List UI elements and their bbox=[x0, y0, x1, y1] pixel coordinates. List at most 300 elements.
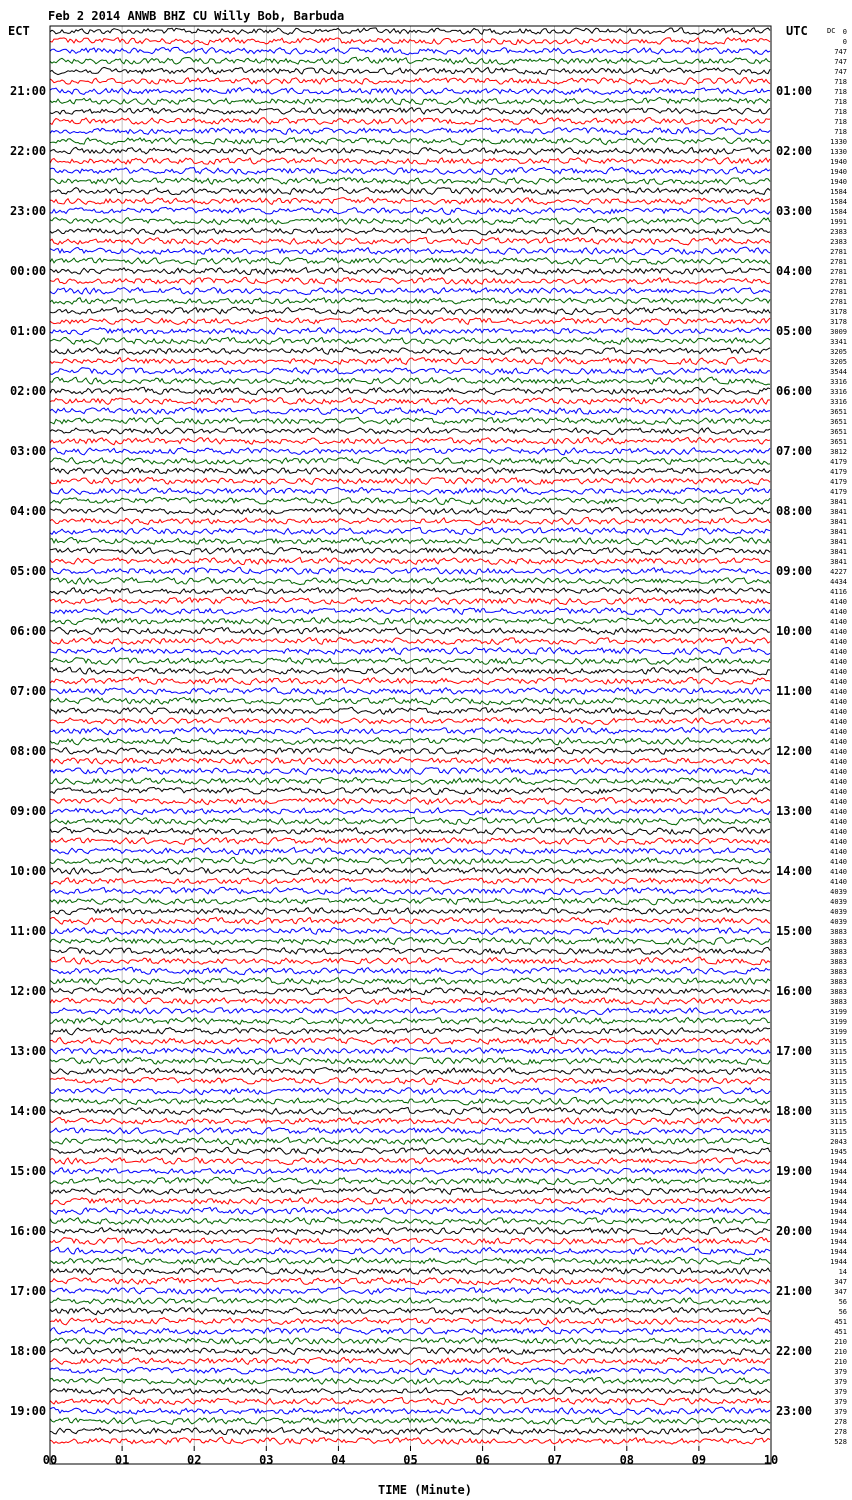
dc-offset-label: 718 bbox=[834, 118, 847, 126]
dc-offset-label: 1940 bbox=[830, 178, 847, 186]
dc-offset-label: 3115 bbox=[830, 1128, 847, 1136]
left-hour-label: 12:00 bbox=[10, 984, 47, 998]
left-hour-label: 19:00 bbox=[10, 1404, 47, 1418]
left-hour-label: 17:00 bbox=[10, 1284, 47, 1298]
seismic-trace bbox=[50, 1168, 770, 1175]
seismic-trace bbox=[50, 67, 770, 74]
seismic-trace bbox=[50, 128, 770, 135]
seismic-trace bbox=[50, 488, 770, 495]
dc-offset-label: 3115 bbox=[830, 1098, 847, 1106]
dc-offset-label: 4140 bbox=[830, 638, 847, 646]
seismic-trace bbox=[50, 1418, 770, 1425]
left-axis-label: ECT bbox=[8, 24, 30, 38]
left-hour-label: 09:00 bbox=[10, 804, 47, 818]
right-hour-label: 01:00 bbox=[776, 84, 813, 98]
dc-offset-label: 278 bbox=[834, 1418, 847, 1426]
right-hour-label: 20:00 bbox=[776, 1224, 813, 1238]
left-hour-label: 14:00 bbox=[10, 1104, 47, 1118]
seismic-trace bbox=[50, 1058, 770, 1065]
x-tick-label: 03 bbox=[259, 1453, 274, 1467]
seismic-trace bbox=[50, 88, 770, 95]
seismic-trace bbox=[50, 267, 770, 274]
right-hour-label: 23:00 bbox=[776, 1404, 813, 1418]
seismic-trace bbox=[50, 697, 770, 704]
seismic-trace bbox=[50, 468, 770, 475]
dc-offset-label: 718 bbox=[834, 88, 847, 96]
seismic-trace bbox=[50, 118, 770, 125]
dc-offset-label: 747 bbox=[834, 68, 847, 76]
right-hour-label: 14:00 bbox=[776, 864, 813, 878]
dc-offset-label: 3883 bbox=[830, 948, 847, 956]
seismic-trace bbox=[50, 1348, 770, 1355]
seismic-trace bbox=[50, 478, 770, 485]
right-hour-label: 03:00 bbox=[776, 204, 813, 218]
x-tick-label: 00 bbox=[42, 1453, 58, 1467]
dc-offset-label: 4140 bbox=[830, 728, 847, 736]
dc-offset-label: 2781 bbox=[830, 258, 847, 266]
seismic-trace bbox=[50, 1158, 770, 1165]
dc-offset-label: 1945 bbox=[830, 1148, 847, 1156]
seismic-trace bbox=[50, 307, 770, 314]
seismic-trace bbox=[50, 78, 770, 85]
dc-offset-label: 2383 bbox=[830, 228, 847, 236]
dc-offset-label: 3812 bbox=[830, 448, 847, 456]
seismic-trace bbox=[50, 1378, 770, 1385]
dc-offset-label: 1944 bbox=[830, 1168, 847, 1176]
dc-offset-label: 3651 bbox=[830, 428, 847, 436]
dc-offset-label: 3205 bbox=[830, 358, 847, 366]
left-hour-label: 18:00 bbox=[10, 1344, 47, 1358]
left-hour-label: 13:00 bbox=[10, 1044, 47, 1058]
dc-offset-label: 3115 bbox=[830, 1068, 847, 1076]
seismic-trace bbox=[50, 1398, 770, 1405]
dc-offset-label: 3883 bbox=[830, 978, 847, 986]
dc-offset-label: 718 bbox=[834, 128, 847, 136]
dc-offset-label: 347 bbox=[834, 1278, 847, 1286]
seismic-trace bbox=[50, 667, 770, 675]
seismic-trace bbox=[50, 718, 770, 725]
dc-offset-label: 4140 bbox=[830, 648, 847, 656]
seismic-trace bbox=[50, 288, 770, 295]
dc-offset-label: 1944 bbox=[830, 1178, 847, 1186]
dc-offset-label: 3883 bbox=[830, 998, 847, 1006]
seismic-trace bbox=[50, 818, 770, 825]
seismic-trace bbox=[50, 1257, 770, 1264]
seismic-trace bbox=[50, 1298, 770, 1305]
dc-offset-label: 379 bbox=[834, 1388, 847, 1396]
seismic-trace bbox=[50, 887, 770, 894]
seismic-trace bbox=[50, 1097, 770, 1104]
seismic-trace bbox=[50, 938, 770, 945]
dc-offset-label: 3841 bbox=[830, 508, 847, 516]
dc-offset-label: 379 bbox=[834, 1408, 847, 1416]
right-hour-label: 06:00 bbox=[776, 384, 813, 398]
seismic-trace bbox=[50, 1038, 770, 1045]
dc-offset-label: 718 bbox=[834, 98, 847, 106]
dc-offset-label: 4140 bbox=[830, 818, 847, 826]
seismic-trace bbox=[50, 1437, 770, 1444]
right-hour-label: 07:00 bbox=[776, 444, 813, 458]
dc-offset-label: 4116 bbox=[830, 588, 847, 596]
left-hour-label: 01:00 bbox=[10, 324, 47, 338]
seismic-trace bbox=[50, 348, 770, 355]
seismic-trace bbox=[50, 1137, 770, 1144]
dc-offset-label: 56 bbox=[838, 1298, 847, 1306]
dc-offset-label: 347 bbox=[834, 1288, 847, 1296]
right-hour-label: 12:00 bbox=[776, 744, 813, 758]
dc-offset-label: 3316 bbox=[830, 388, 847, 396]
dc-offset-label: 4140 bbox=[830, 778, 847, 786]
x-tick-label: 01 bbox=[114, 1453, 130, 1467]
seismic-trace bbox=[50, 728, 770, 735]
seismic-trace bbox=[50, 28, 770, 35]
dc-offset-label: 1330 bbox=[830, 148, 847, 156]
left-hour-label: 22:00 bbox=[10, 144, 47, 158]
dc-offset-label: 2043 bbox=[830, 1138, 847, 1146]
seismic-trace bbox=[50, 517, 770, 524]
seismic-trace bbox=[50, 458, 770, 465]
dc-offset-label: 1944 bbox=[830, 1238, 847, 1246]
dc-offset-label: 4179 bbox=[830, 468, 847, 476]
seismic-trace bbox=[50, 738, 770, 745]
right-hour-label: 17:00 bbox=[776, 1044, 813, 1058]
right-hour-label: 18:00 bbox=[776, 1104, 813, 1118]
seismic-trace bbox=[50, 198, 770, 205]
right-hour-label: 05:00 bbox=[776, 324, 813, 338]
dc-offset-label: 3316 bbox=[830, 398, 847, 406]
dc-offset-label: 1944 bbox=[830, 1258, 847, 1266]
dc-offset-label: 4140 bbox=[830, 698, 847, 706]
dc-offset-label: 3883 bbox=[830, 958, 847, 966]
seismic-trace bbox=[50, 1308, 770, 1315]
left-hour-label: 07:00 bbox=[10, 684, 47, 698]
dc-offset-label: 4227 bbox=[830, 568, 847, 576]
right-hour-label: 04:00 bbox=[776, 264, 813, 278]
seismic-trace bbox=[50, 597, 770, 604]
dc-offset-label: 4140 bbox=[830, 828, 847, 836]
dc-offset-label: 1330 bbox=[830, 138, 847, 146]
dc-offset-label: 4179 bbox=[830, 488, 847, 496]
seismic-trace bbox=[50, 787, 770, 794]
dc-offset-label: 1944 bbox=[830, 1228, 847, 1236]
dc-offset-label: 4140 bbox=[830, 718, 847, 726]
seismic-trace bbox=[50, 1068, 770, 1075]
seismic-trace bbox=[50, 387, 770, 394]
dc-offset-label: 210 bbox=[834, 1358, 847, 1366]
seismic-trace bbox=[50, 97, 770, 104]
dc-offset-label: 3115 bbox=[830, 1048, 847, 1056]
trace-group bbox=[50, 28, 770, 1445]
left-hour-label: 23:00 bbox=[10, 204, 47, 218]
seismic-trace bbox=[50, 207, 770, 214]
left-hour-label: 04:00 bbox=[10, 504, 47, 518]
x-tick-label: 05 bbox=[403, 1453, 418, 1467]
dc-offset-label: 1944 bbox=[830, 1188, 847, 1196]
dc-offset-label: 528 bbox=[834, 1438, 847, 1446]
dc-offset-label: 379 bbox=[834, 1398, 847, 1406]
left-hour-label: 08:00 bbox=[10, 744, 47, 758]
right-hour-label: 08:00 bbox=[776, 504, 813, 518]
seismic-trace bbox=[50, 277, 770, 284]
dc-offset-label: 4140 bbox=[830, 808, 847, 816]
dc-offset-label: 3883 bbox=[830, 968, 847, 976]
seismic-trace bbox=[50, 57, 770, 64]
right-hour-labels bbox=[776, 84, 812, 1418]
x-tick-label: 06 bbox=[475, 1453, 490, 1467]
dc-offset-label: 3178 bbox=[830, 318, 847, 326]
seismic-trace bbox=[50, 368, 770, 375]
x-tick-label: 09 bbox=[691, 1453, 707, 1467]
right-hour-label: 22:00 bbox=[776, 1344, 813, 1358]
dc-offset-label: 4039 bbox=[830, 908, 847, 916]
seismic-trace bbox=[50, 768, 770, 775]
left-hour-labels bbox=[10, 84, 46, 1418]
seismic-trace bbox=[50, 557, 770, 564]
dc-offset-label: 3841 bbox=[830, 548, 847, 556]
dc-offset-label: 3651 bbox=[830, 438, 847, 446]
seismic-trace bbox=[50, 807, 770, 814]
dc-offset-label: 4140 bbox=[830, 628, 847, 636]
seismic-trace bbox=[50, 898, 770, 905]
dc-offset-label: 278 bbox=[834, 1428, 847, 1436]
left-hour-label: 00:00 bbox=[10, 264, 47, 278]
left-hour-label: 02:00 bbox=[10, 384, 47, 398]
dc-offset-label: 2781 bbox=[830, 278, 847, 286]
seismic-trace bbox=[50, 658, 770, 665]
seismic-trace bbox=[50, 1328, 770, 1335]
seismic-trace bbox=[50, 227, 770, 234]
seismic-trace bbox=[50, 917, 770, 924]
seismic-trace bbox=[50, 298, 770, 305]
seismic-trace bbox=[50, 238, 770, 245]
seismic-trace bbox=[50, 928, 770, 935]
seismic-trace bbox=[50, 167, 770, 174]
seismic-trace bbox=[50, 578, 770, 585]
seismic-trace bbox=[50, 497, 770, 504]
dc-offset-label: 4140 bbox=[830, 738, 847, 746]
seismic-trace bbox=[50, 758, 770, 765]
seismic-trace bbox=[50, 567, 770, 574]
left-hour-label: 21:00 bbox=[10, 84, 47, 98]
seismic-trace bbox=[50, 798, 770, 805]
seismic-trace bbox=[50, 908, 770, 915]
seismic-trace bbox=[50, 47, 770, 54]
dc-offset-label: 0 bbox=[842, 38, 847, 46]
seismic-trace bbox=[50, 1228, 770, 1235]
dc-offset-label: 4140 bbox=[830, 858, 847, 866]
seismic-trace bbox=[50, 178, 770, 185]
seismic-trace bbox=[50, 428, 770, 435]
seismic-trace bbox=[50, 857, 770, 864]
seismic-trace bbox=[50, 108, 770, 115]
seismic-trace bbox=[50, 247, 770, 255]
dc-offset-label: 379 bbox=[834, 1378, 847, 1386]
dc-offset-label: 2781 bbox=[830, 248, 847, 256]
dc-offset-label: 1940 bbox=[830, 168, 847, 176]
seismic-trace bbox=[50, 328, 770, 335]
seismic-trace bbox=[50, 258, 770, 265]
dc-offset-label: 3841 bbox=[830, 498, 847, 506]
dc-offset-label: 3883 bbox=[830, 938, 847, 946]
dc-offset-label: 4140 bbox=[830, 598, 847, 606]
dc-offset-label: 4140 bbox=[830, 748, 847, 756]
dc-offset-label: 379 bbox=[834, 1368, 847, 1376]
seismic-trace bbox=[50, 838, 770, 845]
seismic-trace bbox=[50, 158, 770, 165]
dc-offset-label: 3115 bbox=[830, 1058, 847, 1066]
seismic-trace bbox=[50, 748, 770, 755]
left-hour-label: 16:00 bbox=[10, 1224, 47, 1238]
seismic-trace bbox=[50, 627, 770, 634]
seismic-trace bbox=[50, 608, 770, 615]
seismic-trace bbox=[50, 967, 770, 974]
dc-offset-label: 3883 bbox=[830, 988, 847, 996]
x-axis-label: TIME (Minute) bbox=[378, 1483, 472, 1497]
x-tick-label: 04 bbox=[331, 1453, 346, 1467]
dc-offset-label: 4140 bbox=[830, 688, 847, 696]
seismic-trace bbox=[50, 1218, 770, 1225]
seismic-trace bbox=[50, 1247, 770, 1255]
seismic-trace bbox=[50, 1128, 770, 1135]
seismic-trace bbox=[50, 1277, 770, 1284]
seismic-trace bbox=[50, 707, 770, 714]
chart-title: Feb 2 2014 ANWB BHZ CU Willy Bob, Barbuda bbox=[48, 9, 345, 23]
right-hour-label: 13:00 bbox=[776, 804, 813, 818]
dc-offset-label: 451 bbox=[834, 1318, 847, 1326]
seismic-trace bbox=[50, 548, 770, 555]
seismic-trace bbox=[50, 1108, 770, 1115]
seismic-trace bbox=[50, 537, 770, 545]
dc-offset-label: 3651 bbox=[830, 418, 847, 426]
dc-offset-label: 3341 bbox=[830, 338, 847, 346]
seismic-trace bbox=[50, 1367, 770, 1374]
dc-offset-label: 1584 bbox=[830, 188, 847, 196]
x-tick-label: 02 bbox=[186, 1453, 202, 1467]
dc-offset-label: 2781 bbox=[830, 298, 847, 306]
seismic-trace bbox=[50, 1318, 770, 1325]
dc-offset-label: 3316 bbox=[830, 378, 847, 386]
dc-offset-label: 4039 bbox=[830, 888, 847, 896]
seismic-trace bbox=[50, 1338, 770, 1345]
dc-offset-label: 1584 bbox=[830, 208, 847, 216]
seismic-trace bbox=[50, 448, 770, 455]
seismic-trace bbox=[50, 1077, 770, 1084]
dc-label: DC bbox=[827, 27, 836, 35]
seismic-trace bbox=[50, 618, 770, 625]
seismic-trace bbox=[50, 528, 770, 535]
dc-offset-label: 747 bbox=[834, 48, 847, 56]
dc-offset-label: 3883 bbox=[830, 928, 847, 936]
x-tick-label: 08 bbox=[619, 1453, 635, 1467]
dc-offset-label: 3841 bbox=[830, 538, 847, 546]
right-hour-label: 10:00 bbox=[776, 624, 813, 638]
seismic-trace bbox=[50, 947, 770, 954]
left-hour-label: 15:00 bbox=[10, 1164, 47, 1178]
dc-offset-label: 4140 bbox=[830, 618, 847, 626]
seismic-trace bbox=[50, 337, 770, 344]
dc-offset-label: 747 bbox=[834, 58, 847, 66]
dc-offset-label: 3841 bbox=[830, 528, 847, 536]
right-hour-label: 19:00 bbox=[776, 1164, 813, 1178]
dc-offset-label: 1944 bbox=[830, 1248, 847, 1256]
seismic-trace bbox=[50, 358, 770, 365]
dc-offset-label: 3115 bbox=[830, 1108, 847, 1116]
dc-offset-label: 3651 bbox=[830, 408, 847, 416]
seismic-trace bbox=[50, 1387, 770, 1394]
dc-offset-label: 0 bbox=[842, 28, 847, 36]
seismic-trace bbox=[50, 417, 770, 424]
right-axis-label: UTC bbox=[786, 24, 808, 38]
right-hour-label: 11:00 bbox=[776, 684, 813, 698]
dc-offset-label: 3199 bbox=[830, 1028, 847, 1036]
seismic-trace bbox=[50, 688, 770, 695]
right-hour-label: 15:00 bbox=[776, 924, 813, 938]
dc-offset-label: 4140 bbox=[830, 708, 847, 716]
seismic-trace bbox=[50, 1188, 770, 1195]
dc-offset-label: 3544 bbox=[830, 368, 847, 376]
seismic-trace bbox=[50, 588, 770, 595]
seismic-trace bbox=[50, 398, 770, 405]
seismic-trace bbox=[50, 438, 770, 445]
dc-offset-label: 4039 bbox=[830, 898, 847, 906]
seismic-trace bbox=[50, 1198, 770, 1205]
dc-offset-label: 2383 bbox=[830, 238, 847, 246]
seismic-trace bbox=[50, 987, 770, 994]
seismic-trace bbox=[50, 957, 770, 965]
dc-offset-label: 718 bbox=[834, 108, 847, 116]
dc-offset-label: 210 bbox=[834, 1338, 847, 1346]
dc-offset-label: 3199 bbox=[830, 1008, 847, 1016]
dc-offset-label: 1940 bbox=[830, 158, 847, 166]
dc-offset-label: 4140 bbox=[830, 788, 847, 796]
seismic-trace bbox=[50, 1147, 770, 1154]
seismic-trace bbox=[50, 1117, 770, 1125]
dc-offset-label: 3178 bbox=[830, 308, 847, 316]
dc-offset-label: 3205 bbox=[830, 348, 847, 356]
seismic-trace bbox=[50, 508, 770, 515]
dc-offset-label: 4140 bbox=[830, 838, 847, 846]
right-hour-label: 02:00 bbox=[776, 144, 813, 158]
seismic-trace bbox=[50, 318, 770, 325]
dc-offset-label: 1944 bbox=[830, 1198, 847, 1206]
dc-offset-label: 4140 bbox=[830, 678, 847, 686]
seismic-trace bbox=[50, 868, 770, 875]
dc-offset-label: 1944 bbox=[830, 1208, 847, 1216]
dc-offset-label: 4140 bbox=[830, 758, 847, 766]
dc-offset-label: 4434 bbox=[830, 578, 847, 586]
seismic-trace bbox=[50, 1407, 770, 1415]
seismic-trace bbox=[50, 1028, 770, 1035]
dc-offset-label: 3841 bbox=[830, 518, 847, 526]
dc-offset-label: 4140 bbox=[830, 668, 847, 676]
seismic-trace bbox=[50, 648, 770, 655]
seismic-trace bbox=[50, 1048, 770, 1055]
seismic-trace bbox=[50, 1287, 770, 1294]
dc-offset-labels bbox=[830, 28, 847, 1446]
dc-offset-label: 14 bbox=[838, 1268, 847, 1276]
dc-offset-label: 2781 bbox=[830, 268, 847, 276]
dc-offset-label: 4179 bbox=[830, 458, 847, 466]
dc-offset-label: 56 bbox=[838, 1308, 847, 1316]
dc-offset-label: 451 bbox=[834, 1328, 847, 1336]
seismic-trace bbox=[50, 38, 770, 45]
seismic-trace bbox=[50, 377, 770, 385]
dc-offset-label: 4140 bbox=[830, 848, 847, 856]
dc-offset-label: 3115 bbox=[830, 1088, 847, 1096]
right-hour-label: 16:00 bbox=[776, 984, 813, 998]
dc-offset-label: 1944 bbox=[830, 1158, 847, 1166]
seismic-trace bbox=[50, 1088, 770, 1095]
